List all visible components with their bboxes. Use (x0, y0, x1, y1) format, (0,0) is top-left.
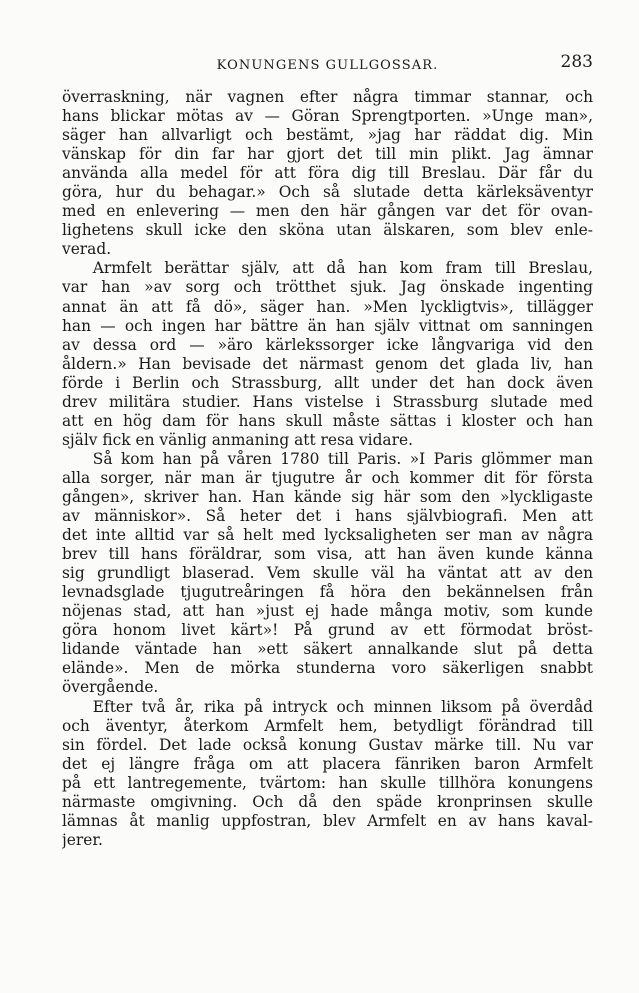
text-line: gången», skriver han. Han kände sig här som den »lyckligaste (62, 487, 593, 506)
text-line: och äventyr, återkom Armfelt hem, betydligt förändrad till (62, 716, 593, 735)
text-line: säger han allvarligt och bestämt, »jag har räddat dig. Min (62, 126, 593, 145)
text-line: lämnas åt manlig uppfostran, blev Armfelt en av hans kaval- (62, 811, 593, 830)
text-line: själv fick en vänlig anmaning att resa vidare. (62, 430, 413, 449)
text-line: övergående. (62, 678, 159, 697)
text-line: på ett lantregemente, tvärtom: han skulle tillhöra konungens (62, 773, 593, 792)
text-line: närmaste omgivning. Och då den späde kronprinsen skulle (62, 792, 593, 811)
page-header (62, 52, 593, 76)
text-line: åldern.» Han bevisade det närmast genom det glada liv, han (62, 354, 593, 373)
text-line: verad. (62, 240, 112, 259)
text-line: förde i Berlin och Strassburg, allt under det han dock även (62, 373, 593, 392)
body-text (62, 88, 593, 850)
text-line: jerer. (62, 830, 103, 849)
text-line: Armfelt berättar själv, att då han kom fram till Breslau, (92, 259, 593, 278)
text-line: levnadsglade tjugutreåringen få höra den bekännelsen från (62, 583, 593, 602)
text-line: vänskap för din far har gjort det till min plikt. Jag ämnar (62, 145, 593, 164)
text-line: brev till hans föräldrar, som visa, att han även kunde känna (62, 545, 593, 564)
text-line: var han »av sorg och trötthet sjuk. Jag önskade ingenting (62, 278, 593, 297)
text-line: annat än att få dö», säger han. »Men lyckligtvis», tillägger (62, 297, 593, 316)
text-line: sin fördel. Det lade också konung Gustav märke till. Nu var (62, 735, 593, 754)
text-line: av människor». Så heter det i hans självbiografi. Men att (62, 507, 593, 526)
text-line: elände». Men de mörka stunderna voro säkerligen snabbt (62, 659, 593, 678)
page-number: 283 (560, 52, 593, 72)
text-line: hans blickar mötas av — Göran Sprengtporten. »Unge man», (62, 107, 593, 126)
running-title: KONUNGENS GULLGOSSAR. (216, 58, 439, 73)
text-line: göra honom livet kärt»! På grund av ett förmodat bröst- (62, 621, 593, 640)
text-line: Efter två år, rika på intryck och minnen liksom på överdåd (92, 697, 593, 716)
text-line: han — och ingen har bättre än han själv vittnat om sanningen (62, 316, 593, 335)
text-line: göra, hur du behagar.» Och så slutade detta kärleksäventyr (62, 183, 593, 202)
text-line: överraskning, när vagnen efter några timmar stannar, och (62, 88, 593, 106)
text-line: det ej längre fråga om att placera fänriken baron Armfelt (62, 754, 593, 773)
text-line: med en enlevering — men den här gången var det för ovan- (62, 202, 593, 221)
text-line: lidande väntade han »ett säkert annalkande slut på detta (62, 640, 593, 659)
text-line: sig grundligt blaserad. Vem skulle väl ha väntat att av den (62, 564, 593, 583)
text-line: av dessa ord — »äro kärlekssorger icke långvariga vid den (62, 335, 593, 354)
text-line: det inte alltid var så helt med lycksaligheten ser man av några (62, 526, 593, 545)
text-line: att en hög dam för hans skull måste sättas i kloster och han (62, 411, 593, 430)
text-line: lighetens skull icke den sköna utan älskaren, som blev enle- (62, 221, 593, 240)
text-line: Så kom han på våren 1780 till Paris. »I Paris glömmer man (92, 449, 593, 468)
text-line: drev militära studier. Hans vistelse i Strassburg slutade med (62, 392, 593, 411)
text-line: använda alla medel för att föra dig till Breslau. Där får du (62, 164, 593, 183)
text-line: alla sorger, när man är tjugutre år och kommer dit för första (62, 468, 593, 487)
text-line: nöjenas stad, att han »just ej hade många motiv, som kunde (62, 602, 593, 621)
